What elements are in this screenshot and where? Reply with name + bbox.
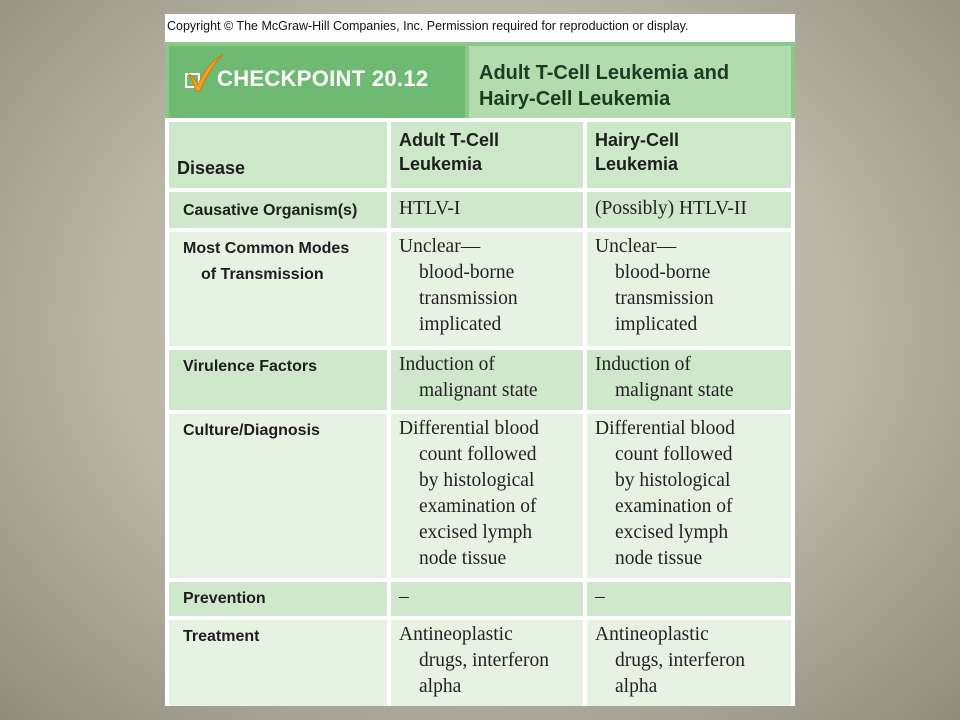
header-adult-cell (391, 122, 583, 188)
header-hairy-line-2: Leukemia (595, 154, 679, 174)
value-line: count followed (615, 444, 733, 465)
row-label-line: Most Common Modes (183, 240, 350, 257)
hairy-value-cell (587, 232, 791, 346)
adult-value (399, 622, 549, 700)
adult-value-cell (391, 232, 583, 346)
adult-value (399, 196, 460, 222)
topic-title-line-1: Adult T-Cell Leukemia and (479, 62, 730, 84)
value-line: alpha (615, 676, 658, 697)
adult-value (399, 416, 539, 572)
hairy-value-cell (587, 414, 791, 578)
row-label (183, 586, 387, 612)
topic-title (479, 60, 785, 112)
hairy-value-cell (587, 350, 791, 410)
value-line: node tissue (615, 548, 703, 569)
value-line: – (399, 586, 409, 607)
row-label-cell (169, 192, 387, 228)
checkpoint-label-panel (169, 46, 465, 128)
row-label-line: Virulence Factors (183, 358, 317, 375)
hairy-value-cell (587, 620, 791, 706)
value-line: examination of (615, 496, 733, 517)
row-label-line: Treatment (183, 628, 260, 645)
hairy-value (595, 352, 734, 404)
hairy-value (595, 196, 747, 222)
value-line: malignant state (615, 380, 734, 401)
checkpoint-label: CHECKPOINT 20.12 (217, 66, 429, 91)
value-line: excised lymph (419, 522, 533, 543)
value-line: implicated (419, 314, 502, 335)
row-label-line: Causative Organism(s) (183, 202, 358, 219)
header-hairy-line-1: Hairy-Cell (595, 130, 680, 150)
value-line: implicated (615, 314, 698, 335)
value-line: count followed (419, 444, 537, 465)
table-row (165, 350, 795, 410)
value-line: Unclear— (595, 236, 677, 257)
table-row (165, 232, 795, 346)
row-label-line: Prevention (183, 590, 266, 607)
row-label-cell (169, 414, 387, 578)
value-line: by histological (419, 470, 535, 491)
slide (165, 14, 795, 706)
hairy-value (595, 584, 605, 610)
value-line: examination of (419, 496, 537, 517)
table-row (165, 414, 795, 578)
value-line: – (595, 586, 605, 607)
value-line: Differential blood (399, 418, 539, 439)
row-label (183, 624, 387, 650)
row-label (183, 418, 387, 444)
header-disease: Disease (177, 158, 246, 178)
header-hairy-cell-leukemia (595, 128, 679, 176)
hairy-value-cell (587, 192, 791, 228)
row-label (183, 236, 387, 288)
value-line: Unclear— (399, 236, 481, 257)
adult-value (399, 584, 409, 610)
row-label-cell (169, 232, 387, 346)
adult-value-cell (391, 350, 583, 410)
table-row (165, 582, 795, 616)
header-adult-t-cell (399, 128, 499, 176)
value-line: (Possibly) HTLV-II (595, 198, 747, 219)
value-line: excised lymph (615, 522, 729, 543)
value-line: node tissue (419, 548, 507, 569)
disease-comparison-table (165, 118, 795, 706)
value-line: blood-borne (419, 262, 515, 283)
table-row (165, 620, 795, 706)
value-line: transmission (615, 288, 714, 309)
value-line: transmission (419, 288, 518, 309)
header-hairy-cell (587, 122, 791, 188)
row-label (183, 198, 387, 224)
hairy-value (595, 234, 714, 338)
hairy-value-cell (587, 582, 791, 616)
value-line: HTLV-I (399, 198, 461, 219)
header-disease-cell (169, 122, 387, 188)
row-label-line: of Transmission (201, 266, 324, 283)
adult-value (399, 352, 538, 404)
row-label (183, 354, 387, 380)
row-label-cell (169, 582, 387, 616)
header-adult-line-1: Adult T-Cell (399, 130, 499, 150)
value-line: drugs, interferon (419, 650, 549, 671)
row-label-cell (169, 620, 387, 706)
value-line: alpha (419, 676, 462, 697)
value-line: Antineoplastic (595, 624, 709, 645)
adult-value (399, 234, 518, 338)
adult-value-cell (391, 582, 583, 616)
row-label-line: Culture/Diagnosis (183, 422, 320, 439)
row-label-cell (169, 350, 387, 410)
value-line: by histological (615, 470, 731, 491)
hairy-value (595, 622, 745, 700)
topic-title-panel (469, 46, 791, 128)
copyright-notice: Copyright © The McGraw-Hill Companies, Inc. Permission required for reproduction or display. (167, 19, 689, 33)
adult-value-cell (391, 414, 583, 578)
value-line: malignant state (419, 380, 538, 401)
value-line: Differential blood (595, 418, 735, 439)
header-adult-line-2: Leukemia (399, 154, 483, 174)
value-line: Induction of (595, 354, 691, 375)
table-header-row (165, 122, 795, 188)
hairy-value (595, 416, 735, 572)
topic-title-line-2: Hairy-Cell Leukemia (479, 88, 671, 110)
value-line: Induction of (399, 354, 495, 375)
table-row (165, 192, 795, 228)
value-line: Antineoplastic (399, 624, 513, 645)
value-line: blood-borne (615, 262, 711, 283)
adult-value-cell (391, 620, 583, 706)
adult-value-cell (391, 192, 583, 228)
value-line: drugs, interferon (615, 650, 745, 671)
